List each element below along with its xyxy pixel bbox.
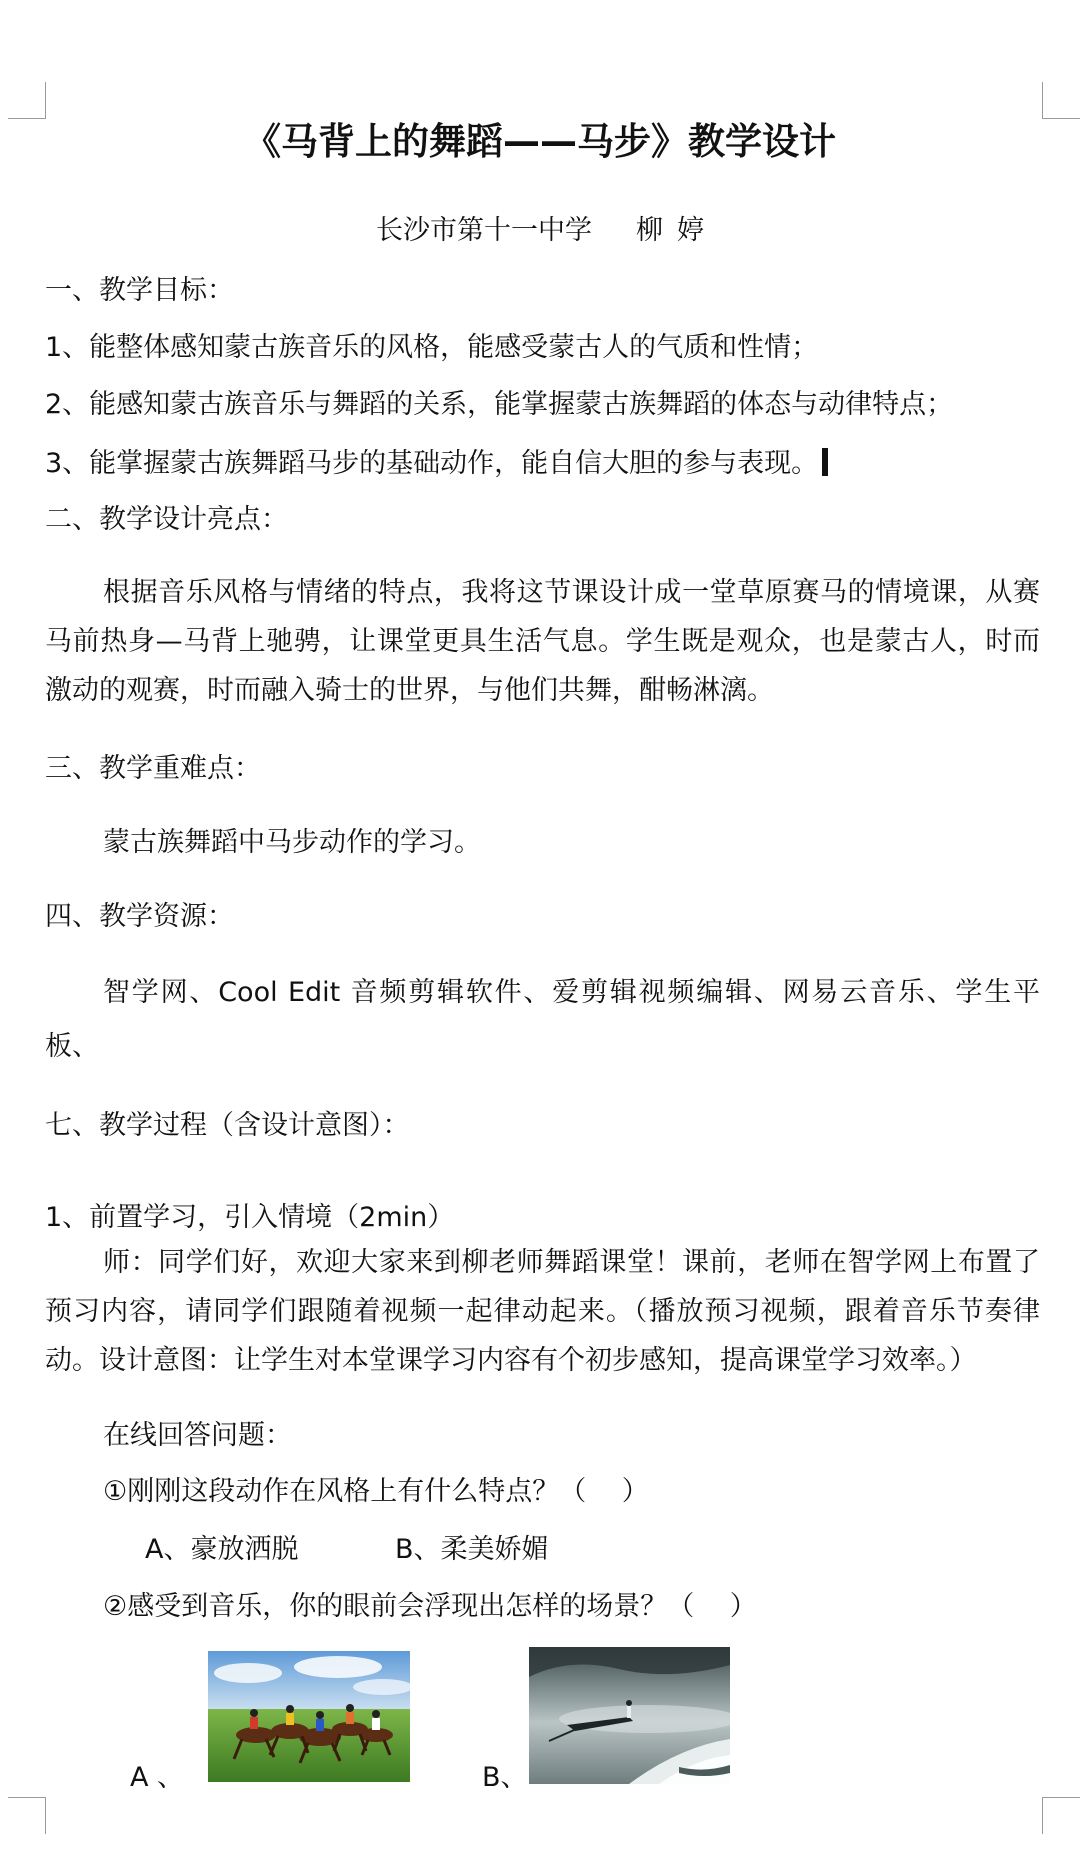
highlights-text: 根据音乐风格与情绪的特点，我将这节课设计成一堂草原赛马的情境课，从赛马前热身—马背上驰骋，让课堂更具生活气息。学生既是观众，也是蒙古人，时而激动的观赛，时而融入骑士的世界，与他们共舞，酣畅淋漓。 [45,577,1040,706]
question-2: ②感受到音乐，你的眼前会浮现出怎样的场景？（ ） [103,1591,757,1622]
step-1-heading: 1、前置学习，引入情境（2min） [45,1202,455,1233]
resources-heading: 四、教学资源： [45,901,234,932]
process-heading: 七、教学过程（含设计意图）： [45,1110,410,1141]
misty-lake-boat-image [529,1647,730,1784]
crop-mark-top-left-v [45,82,46,119]
crop-mark-bottom-right-h [1042,1797,1080,1798]
difficulty-text: 蒙古族舞蹈中马步动作的学习。 [103,827,481,858]
goals-heading: 一、教学目标： [45,275,234,306]
author-name-family: 婷 [677,215,704,246]
difficulty-heading: 三、教学重难点： [45,753,261,784]
resources-text: 智学网、Cool Edit 音频剪辑软件、爱剪辑视频编辑、网易云音乐、学生平板、 [45,977,1040,1062]
question-2-option-b: B、 [482,1762,528,1793]
question-1-option-a: A、豪放洒脱 [145,1534,299,1565]
horse-race-image [208,1651,410,1782]
document-title: 《马背上的舞蹈——马步》教学设计 [244,120,836,163]
author-name-given: 柳 [636,215,663,246]
crop-mark-top-right-v [1042,82,1043,119]
goal-1: 1、能整体感知蒙古族音乐的风格，能感受蒙古人的气质和性情； [45,332,819,363]
highlights-heading: 二、教学设计亮点： [45,504,288,535]
crop-mark-top-right-h [1042,118,1080,119]
goal-3: 3、能掌握蒙古族舞蹈马步的基础动作，能自信大胆的参与表现。 [45,448,819,479]
crop-mark-bottom-left-v [45,1797,46,1834]
question-1: ①刚刚这段动作在风格上有什么特点？（ ） [103,1476,649,1507]
question-1-option-b: B、柔美娇媚 [395,1534,549,1565]
goal-2: 2、能感知蒙古族音乐与舞蹈的关系，能掌握蒙古族舞蹈的体态与动律特点； [45,389,954,420]
step-1-text: 师：同学们好，欢迎大家来到柳老师舞蹈课堂！课前，老师在智学网上布置了预习内容，请同学们跟随着视频一起律动起来。（播放预习视频，跟着音乐节奏律动。设计意图：让学生对本堂课学习内容有个初步感知，提高课堂学习效率。） [45,1247,1040,1376]
crop-mark-bottom-right-v [1042,1797,1043,1834]
online-heading: 在线回答问题： [103,1420,292,1451]
crop-mark-bottom-left-h [8,1797,46,1798]
question-2-option-a: A 、 [130,1762,185,1793]
author-school: 长沙市第十一中学 [376,215,592,246]
goal-3-line [45,448,828,477]
text-cursor [822,448,828,476]
crop-mark-top-left-h [8,118,46,119]
author-line [0,217,1080,244]
